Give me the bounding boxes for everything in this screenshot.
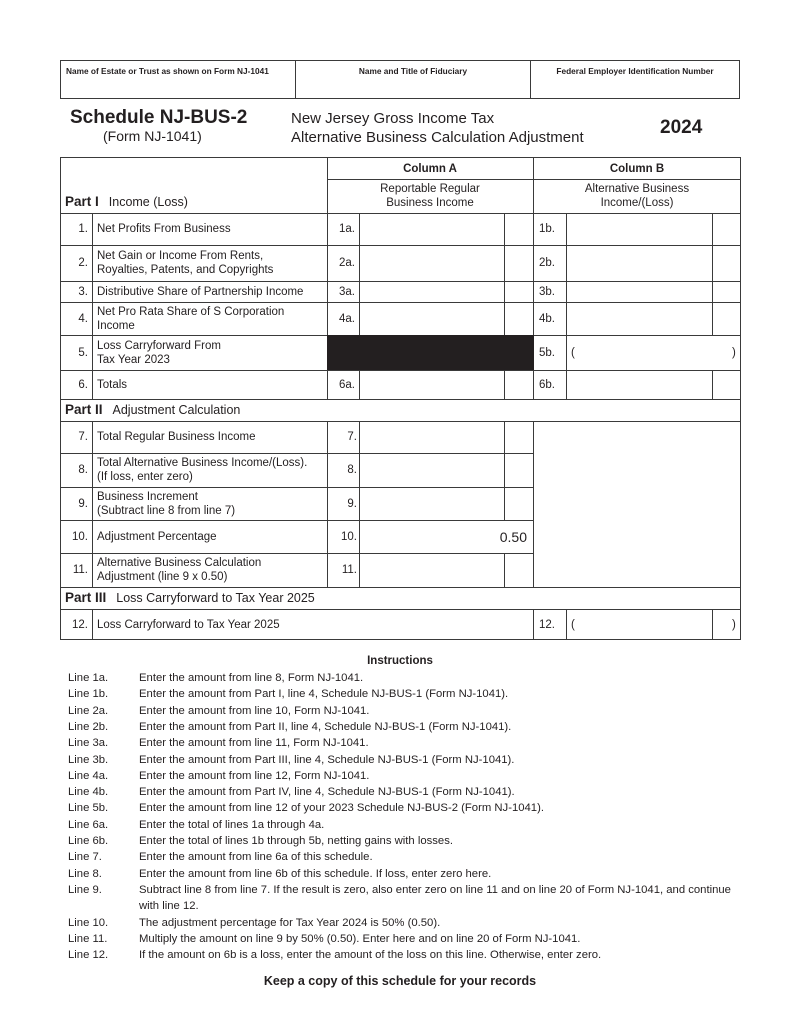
column-a-line-label: 11. xyxy=(341,564,357,576)
estate-name-label: Name of Estate or Trust as shown on Form NJ-1041 xyxy=(66,66,269,76)
instruction-line-label: Line 11. xyxy=(68,932,108,945)
instruction-text: Enter the amount from line 6b of this schedule. If loss, enter zero here. xyxy=(139,867,492,880)
column-b-line-label: 12. xyxy=(539,618,555,631)
line-number: 6. xyxy=(78,378,88,391)
subtitle-tax: New Jersey Gross Income Tax xyxy=(291,110,495,127)
column-a-amount-input[interactable] xyxy=(360,303,503,334)
rule-line xyxy=(712,609,713,640)
column-a-cents-input[interactable] xyxy=(505,454,532,486)
instruction-line-label: Line 2a. xyxy=(68,704,109,717)
line-description-cont: Income xyxy=(97,319,135,332)
instruction-line-label: Line 3a. xyxy=(68,737,109,750)
line-description: Distributive Share of Partnership Income xyxy=(97,285,304,298)
line-number: 11. xyxy=(72,564,88,576)
column-a-amount-input[interactable] xyxy=(360,214,503,244)
rule-line xyxy=(92,213,93,399)
column-a-line-label: 10. xyxy=(341,530,357,543)
line-description-cont: Royalties, Patents, and Copyrights xyxy=(97,264,274,276)
line-description: Net Gain or Income From Rents, xyxy=(97,250,264,262)
instruction-text: The adjustment percentage for Tax Year 2024 is 50% (0.50). xyxy=(139,916,441,929)
column-a-subtitle-1: Reportable Regular xyxy=(380,183,480,195)
instruction-line-label: Line 3b. xyxy=(68,753,109,766)
part-2-label: Part II xyxy=(65,402,103,417)
column-a-amount-input[interactable] xyxy=(360,371,503,398)
instruction-text: Enter the total of lines 1a through 4a. xyxy=(139,818,325,831)
instruction-line-label: Line 9. xyxy=(68,883,102,896)
column-b-line-label: 5b. xyxy=(539,346,555,359)
line-description: Alternative Business Calculation xyxy=(97,557,262,569)
line-description: Net Profits From Business xyxy=(97,223,231,235)
column-b-amount-input[interactable] xyxy=(567,371,711,398)
column-b-line-label: 6b. xyxy=(539,378,555,391)
column-a-amount-input[interactable] xyxy=(360,554,503,586)
rule-line xyxy=(60,399,741,400)
schedule-title: Schedule NJ-BUS-2 xyxy=(70,107,248,128)
instruction-line-label: Line 2b. xyxy=(68,720,109,733)
column-a-line-label: 4a. xyxy=(339,312,355,325)
column-b-line-label: 1b. xyxy=(539,223,555,235)
instruction-line-label: Line 1a. xyxy=(68,672,109,684)
column-a-amount-input[interactable] xyxy=(360,454,503,486)
instruction-text: Enter the amount from line 6a of this schedule. xyxy=(139,851,373,864)
column-a-amount-input[interactable] xyxy=(360,488,503,519)
column-a-line-label: 1a. xyxy=(339,223,355,235)
instruction-line-label: Line 5b. xyxy=(68,802,109,815)
instruction-text: Enter the amount from Part III, line 4, Schedule NJ-BUS-1 (Form NJ-1041). xyxy=(139,753,515,766)
instruction-line-label: Line 4b. xyxy=(68,786,109,799)
instruction-text: Multiply the amount on line 9 by 50% (0.50). Enter here and on line 20 of Form NJ-1041. xyxy=(139,932,581,945)
column-b-subtitle-1: Alternative Business xyxy=(584,183,690,195)
column-a-cents-input[interactable] xyxy=(505,282,532,301)
fiduciary-label: Name and Title of Fiduciary xyxy=(358,66,468,76)
line-description: Business Increment xyxy=(97,490,198,503)
part-2-header xyxy=(65,403,240,418)
line-number: 5. xyxy=(78,346,88,359)
form-reference: (Form NJ-1041) xyxy=(103,128,202,144)
line-number: 10. xyxy=(72,530,88,543)
line-number: 2. xyxy=(78,257,88,269)
rule-line xyxy=(92,421,93,587)
column-a-amount-input[interactable] xyxy=(360,282,503,301)
identification-box xyxy=(60,60,740,99)
paren-close: ) xyxy=(732,346,736,359)
instruction-text: Subtract line 8 from line 7. If the result is zero, also enter zero on line 11 and on line 20 of Form NJ-1041, and continue with line 12. xyxy=(139,883,731,913)
column-b-line-label: 2b. xyxy=(539,257,555,269)
column-a-line-label: 7. xyxy=(347,431,357,443)
line-description: Net Pro Rata Share of S Corporation xyxy=(97,305,285,318)
line-5a-blocked-area xyxy=(327,335,534,370)
instruction-text: Enter the amount from Part I, line 4, Schedule NJ-BUS-1 (Form NJ-1041). xyxy=(139,688,509,701)
instruction-line-label: Line 10. xyxy=(68,916,109,929)
part-1-label: Part I xyxy=(65,194,99,209)
instruction-line-label: Line 6a. xyxy=(68,818,109,831)
rule-line xyxy=(327,421,328,587)
instruction-text: If the amount on 6b is a loss, enter the amount of the loss on this line. Otherwise, enter zero. xyxy=(139,949,602,962)
column-b-amount-input[interactable] xyxy=(567,336,711,369)
instruction-line-label: Line 1b. xyxy=(68,688,109,701)
line-number: 7. xyxy=(78,431,88,443)
column-a-line-label: 6a. xyxy=(339,378,355,391)
part-1-header xyxy=(65,195,188,210)
rule-line xyxy=(533,421,534,587)
part-2-title: Adjustment Calculation xyxy=(112,403,241,417)
instruction-text: Enter the amount from line 12 of your 2023 Schedule NJ-BUS-2 (Form NJ-1041). xyxy=(139,802,544,815)
instruction-line-label: Line 12. xyxy=(68,949,109,962)
column-b-amount-input[interactable] xyxy=(567,214,711,244)
column-a-title: Column A xyxy=(403,163,457,175)
line-description: Totals xyxy=(97,378,128,391)
tax-year: 2024 xyxy=(660,117,703,138)
instruction-line-label: Line 7. xyxy=(68,851,102,864)
column-b-title: Column B xyxy=(609,163,665,175)
column-a-cents-input[interactable] xyxy=(505,246,532,280)
column-a-amount-input[interactable] xyxy=(360,422,503,452)
instruction-line-label: Line 4a. xyxy=(68,769,109,782)
rule-line xyxy=(712,213,713,335)
rule-line xyxy=(533,609,534,640)
column-b-amount-input[interactable] xyxy=(567,303,711,334)
instruction-text: Enter the amount from Part II, line 4, Schedule NJ-BUS-1 (Form NJ-1041). xyxy=(139,720,512,733)
column-a-line-label: 2a. xyxy=(339,257,355,269)
column-a-line-label: 3a. xyxy=(339,285,355,298)
line-description: Total Regular Business Income xyxy=(97,431,256,443)
instruction-text: Enter the amount from line 10, Form NJ-1041. xyxy=(139,704,370,717)
rule-line xyxy=(60,587,741,588)
instruction-line-label: Line 6b. xyxy=(68,835,109,847)
column-a-line-label: 8. xyxy=(347,464,357,476)
line-description-cont: (If loss, enter zero) xyxy=(97,471,193,483)
column-a-cents-input[interactable] xyxy=(505,214,532,244)
rule-line xyxy=(712,370,713,399)
line-description: Loss Carryforward From xyxy=(97,339,221,352)
line-number: 4. xyxy=(78,312,88,325)
footer-note: Keep a copy of this schedule for your records xyxy=(263,974,537,988)
line-description-cont: Adjustment (line 9 x 0.50) xyxy=(97,571,228,583)
line-number: 9. xyxy=(78,497,88,510)
line-description: Adjustment Percentage xyxy=(97,530,217,543)
line-number: 8. xyxy=(78,464,88,476)
column-a-subtitle-2: Business Income xyxy=(386,197,474,209)
line-number: 12. xyxy=(72,618,88,631)
instruction-text: Enter the total of lines 1b through 5b, netting gains with losses. xyxy=(139,835,453,847)
paren-close: ) xyxy=(732,618,736,631)
part-3-label: Part III xyxy=(65,590,107,605)
instruction-text: Enter the amount from line 8, Form NJ-1041. xyxy=(139,672,364,684)
paren-open: ( xyxy=(571,618,575,631)
column-b-line-label: 3b. xyxy=(539,285,555,298)
paren-open: ( xyxy=(571,346,575,359)
column-a-line-label: 9. xyxy=(347,497,357,510)
instructions-title: Instructions xyxy=(367,655,433,667)
part-1-title: Income (Loss) xyxy=(108,195,188,209)
rule-line xyxy=(92,609,93,640)
fiduciary-field[interactable] xyxy=(296,61,531,98)
fein-field[interactable] xyxy=(531,61,739,98)
line-description-cont: (Subtract line 8 from line 7) xyxy=(97,504,236,517)
line-description-cont: Tax Year 2023 xyxy=(97,353,170,366)
line-number: 1. xyxy=(78,223,88,235)
column-a-cents-input[interactable] xyxy=(505,554,532,586)
part-3-header xyxy=(65,591,315,606)
fein-label: Federal Employer Identification Number xyxy=(556,66,714,76)
line-description: Total Alternative Business Income/(Loss). xyxy=(97,457,308,469)
column-b-amount-input[interactable] xyxy=(567,246,711,280)
subtitle-adjustment: Alternative Business Calculation Adjustment xyxy=(291,129,584,146)
column-b-line-label: 4b. xyxy=(539,312,555,325)
instruction-text: Enter the amount from Part IV, line 4, Schedule NJ-BUS-1 (Form NJ-1041). xyxy=(139,786,515,799)
instruction-line-label: Line 8. xyxy=(68,867,102,880)
instruction-text: Enter the amount from line 12, Form NJ-1041. xyxy=(139,769,370,782)
column-a-cents-input[interactable] xyxy=(505,422,532,452)
column-a-amount-input[interactable] xyxy=(360,246,503,280)
line-number: 3. xyxy=(78,285,88,298)
column-a-cents-input[interactable] xyxy=(505,488,532,519)
adjustment-percentage-value: 0.50 xyxy=(499,528,527,545)
instruction-text: Enter the amount from line 11, Form NJ-1041. xyxy=(139,737,369,750)
column-a-cents-input[interactable] xyxy=(505,303,532,334)
line-description: Loss Carryforward to Tax Year 2025 xyxy=(97,618,280,631)
column-b-amount-input[interactable] xyxy=(567,610,711,639)
part-3-title: Loss Carryforward to Tax Year 2025 xyxy=(116,591,315,605)
estate-name-field[interactable] xyxy=(61,61,296,98)
column-b-amount-input[interactable] xyxy=(567,282,711,301)
column-b-subtitle-2: Income/(Loss) xyxy=(600,197,674,209)
column-a-cents-input[interactable] xyxy=(505,371,532,398)
